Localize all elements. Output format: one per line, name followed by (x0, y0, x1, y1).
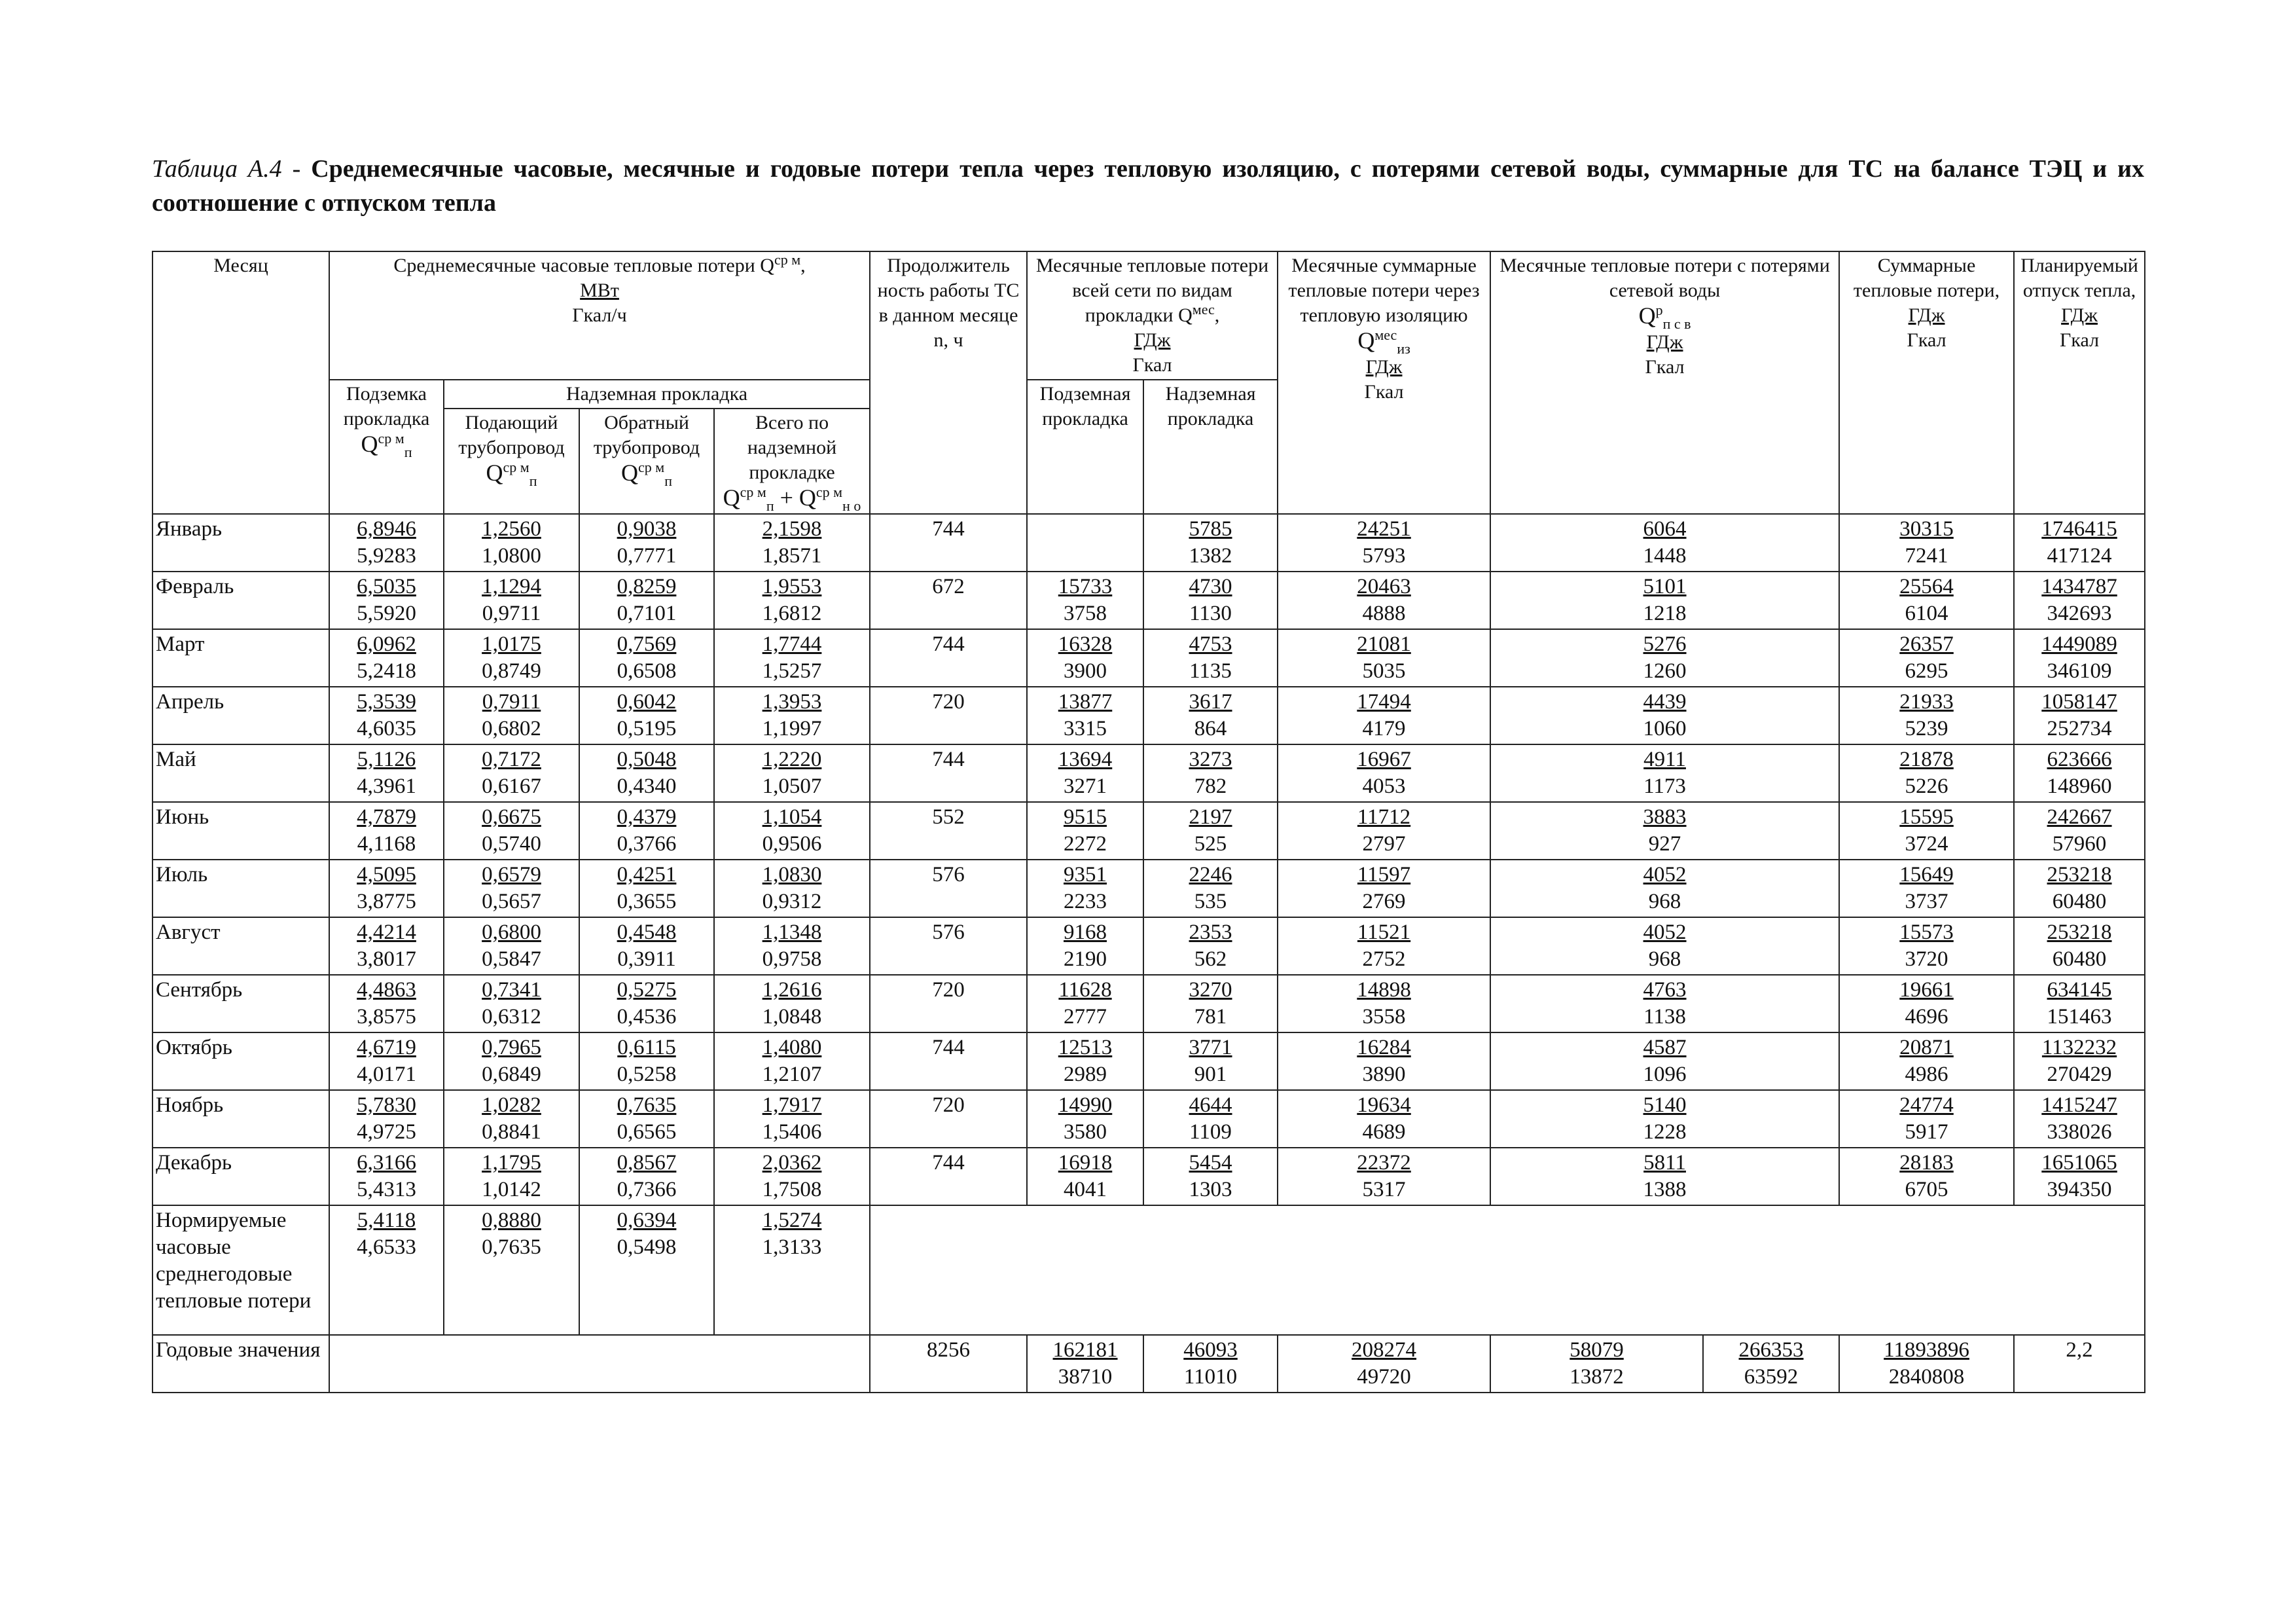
supply-hourly: 1,1294 0,9711 (444, 572, 579, 629)
sum-losses: 266353 63592 (1703, 1335, 1839, 1393)
losses-table (152, 251, 2145, 1393)
monthly-underground: 9515 2272 (1027, 802, 1143, 860)
table-body (152, 514, 2145, 1393)
month-cell: Август (152, 917, 329, 975)
monthly-overground: 2197 525 (1143, 802, 1278, 860)
header-sub-underground: Подземная прокладка (1027, 380, 1143, 514)
header-supply: Подающий трубопровод $Q^{ср м}_п$ (444, 409, 579, 514)
month-cell: Январь (152, 514, 329, 572)
duration-hours: 744 (870, 629, 1027, 687)
sum-losses: 30315 7241 (1839, 514, 2014, 572)
monthly-underground: 162181 38710 (1027, 1335, 1143, 1393)
monthly-underground: 9168 2190 (1027, 917, 1143, 975)
monthly-total: 16967 4053 (1278, 744, 1490, 802)
planned-supply: 1651065 394350 (2014, 1148, 2145, 1205)
monthly-overground: 4730 1130 (1143, 572, 1278, 629)
overground-total-hourly: 2,0362 1,7508 (714, 1148, 870, 1205)
header-duration: Продолжитель ность работы ТС в данном месяце n, ч (870, 251, 1027, 514)
return-hourly: 0,9038 0,7771 (579, 514, 714, 572)
planned-supply: 1132232 270429 (2014, 1032, 2145, 1090)
return-hourly: 0,4548 0,3911 (579, 917, 714, 975)
header-underground: Подземка прокладка $Q^{ср м}_п$ (329, 380, 444, 514)
underground-hourly: 4,6719 4,0171 (329, 1032, 444, 1090)
return-hourly: 0,5275 0,4536 (579, 975, 714, 1032)
monthly-total: 17494 4179 (1278, 687, 1490, 744)
planned-supply: 1746415 417124 (2014, 514, 2145, 572)
monthly-overground: 3273 782 (1143, 744, 1278, 802)
table-row (152, 975, 2145, 1032)
monthly-total: 208274 49720 (1278, 1335, 1490, 1393)
monthly-total: 19634 4689 (1278, 1090, 1490, 1148)
water-losses: 5140 1228 (1490, 1090, 1839, 1148)
header-sum-losses: Суммарные тепловые потери, ГДж Гкал (1839, 251, 2014, 514)
planned-supply: 623666 148960 (2014, 744, 2145, 802)
water-losses: 5101 1218 (1490, 572, 1839, 629)
monthly-overground: 3771 901 (1143, 1032, 1278, 1090)
monthly-total: 24251 5793 (1278, 514, 1490, 572)
header-planned: Планируемый отпуск тепла, ГДж Гкал (2014, 251, 2145, 514)
return-hourly: 0,6115 0,5258 (579, 1032, 714, 1090)
water-losses: 5811 1388 (1490, 1148, 1839, 1205)
header-sub-overground: Надземная прокладка (1143, 380, 1278, 514)
water-losses: 4763 1138 (1490, 975, 1839, 1032)
supply-hourly: 0,6675 0,5740 (444, 802, 579, 860)
table-row (152, 629, 2145, 687)
table-row (152, 572, 2145, 629)
monthly-overground: 3617 864 (1143, 687, 1278, 744)
monthly-total: 22372 5317 (1278, 1148, 1490, 1205)
table-row (152, 1090, 2145, 1148)
caption-title: Среднемесячные часовые, месячные и годовые потери тепла через тепловую изоляцию, с потерями сетевой воды, суммарные для ТС на балансе ТЭЦ и их соотношение с отпуском тепла (152, 155, 2145, 217)
supply-hourly: 0,7911 0,6802 (444, 687, 579, 744)
planned-supply: 1058147 252734 (2014, 687, 2145, 744)
water-losses: 5276 1260 (1490, 629, 1839, 687)
sum-losses: 28183 6705 (1839, 1148, 2014, 1205)
overground-total-hourly: 1,4080 1,2107 (714, 1032, 870, 1090)
water-losses: 4439 1060 (1490, 687, 1839, 744)
header-return: Обратный трубопровод $Q^{ср м}_п$ (579, 409, 714, 514)
monthly-underground: 14990 3580 (1027, 1090, 1143, 1148)
annual-empty (329, 1335, 870, 1393)
sum-losses: 26357 6295 (1839, 629, 2014, 687)
overground-total-hourly: 1,7917 1,5406 (714, 1090, 870, 1148)
underground-hourly: 5,1126 4,3961 (329, 744, 444, 802)
water-losses: 3883 927 (1490, 802, 1839, 860)
duration-hours: 744 (870, 514, 1027, 572)
supply-hourly: 0,6579 0,5657 (444, 860, 579, 917)
monthly-total: 11521 2752 (1278, 917, 1490, 975)
water-losses: 58079 13872 (1490, 1335, 1703, 1393)
header-monthly-net: Месячные тепловые потери всей сети по видам прокладки $Q^{мес}$, ГДж Гкал (1027, 251, 1278, 380)
overground-total-hourly: 1,0830 0,9312 (714, 860, 870, 917)
month-cell: Декабрь (152, 1148, 329, 1205)
supply-hourly: 0,7172 0,6167 (444, 744, 579, 802)
planned-supply: 11893896 2840808 (1839, 1335, 2014, 1393)
water-losses: 4052 968 (1490, 917, 1839, 975)
monthly-total: 11597 2769 (1278, 860, 1490, 917)
supply-hourly: 0,7965 0,6849 (444, 1032, 579, 1090)
underground-hourly: 5,3539 4,6035 (329, 687, 444, 744)
underground-hourly: 4,4863 3,8575 (329, 975, 444, 1032)
underground-hourly: 5,4118 4,6533 (329, 1205, 444, 1335)
table-row (152, 802, 2145, 860)
sum-losses: 19661 4696 (1839, 975, 2014, 1032)
monthly-overground: 4644 1109 (1143, 1090, 1278, 1148)
overground-total-hourly: 1,3953 1,1997 (714, 687, 870, 744)
supply-hourly: 1,1795 1,0142 (444, 1148, 579, 1205)
underground-hourly: 4,4214 3,8017 (329, 917, 444, 975)
duration-hours: 720 (870, 1090, 1027, 1148)
monthly-underground: 16918 4041 (1027, 1148, 1143, 1205)
return-hourly: 0,7635 0,6565 (579, 1090, 714, 1148)
monthly-overground: 5785 1382 (1143, 514, 1278, 572)
duration-hours: 552 (870, 802, 1027, 860)
supply-hourly: 1,2560 1,0800 (444, 514, 579, 572)
normative-row (152, 1205, 2145, 1335)
duration-hours: 744 (870, 1148, 1027, 1205)
return-hourly: 0,7569 0,6508 (579, 629, 714, 687)
duration-hours: 720 (870, 975, 1027, 1032)
duration-hours: 576 (870, 917, 1027, 975)
duration-hours: 744 (870, 744, 1027, 802)
monthly-overground: 46093 11010 (1143, 1335, 1278, 1393)
annual-row (152, 1335, 2145, 1393)
monthly-underground: 15733 3758 (1027, 572, 1143, 629)
planned-supply: 1434787 342693 (2014, 572, 2145, 629)
monthly-overground: 5454 1303 (1143, 1148, 1278, 1205)
underground-hourly: 6,3166 5,4313 (329, 1148, 444, 1205)
normative-empty (870, 1205, 2145, 1335)
sum-losses: 21933 5239 (1839, 687, 2014, 744)
month-cell: Июнь (152, 802, 329, 860)
monthly-underground: 12513 2989 (1027, 1032, 1143, 1090)
table-row (152, 1032, 2145, 1090)
sum-losses: 25564 6104 (1839, 572, 2014, 629)
planned-supply: 1449089 346109 (2014, 629, 2145, 687)
month-cell: Июль (152, 860, 329, 917)
underground-hourly: 4,7879 4,1168 (329, 802, 444, 860)
header-hourly-losses: Среднемесячные часовые тепловые потери $Q^{ср м}$, МВт Гкал/ч (329, 251, 870, 380)
overground-total-hourly: 2,1598 1,8571 (714, 514, 870, 572)
supply-hourly: 1,0175 0,8749 (444, 629, 579, 687)
water-losses: 4587 1096 (1490, 1032, 1839, 1090)
water-losses: 4911 1173 (1490, 744, 1839, 802)
sum-losses: 24774 5917 (1839, 1090, 2014, 1148)
sum-losses: 15573 3720 (1839, 917, 2014, 975)
loss-percent: 2,2 (2014, 1335, 2145, 1393)
underground-hourly: 6,8946 5,9283 (329, 514, 444, 572)
monthly-underground: 9351 2233 (1027, 860, 1143, 917)
monthly-overground: 2246 535 (1143, 860, 1278, 917)
table-row (152, 917, 2145, 975)
sum-losses: 15595 3724 (1839, 802, 2014, 860)
monthly-underground (1027, 514, 1143, 572)
table-caption (152, 152, 2144, 220)
monthly-total: 11712 2797 (1278, 802, 1490, 860)
overground-total-hourly: 1,1348 0,9758 (714, 917, 870, 975)
monthly-total: 16284 3890 (1278, 1032, 1490, 1090)
month-cell: Февраль (152, 572, 329, 629)
overground-total-hourly: 1,5274 1,3133 (714, 1205, 870, 1335)
supply-hourly: 0,8880 0,7635 (444, 1205, 579, 1335)
planned-supply: 1415247 338026 (2014, 1090, 2145, 1148)
underground-hourly: 6,0962 5,2418 (329, 629, 444, 687)
water-losses: 4052 968 (1490, 860, 1839, 917)
duration-hours: 744 (870, 1032, 1027, 1090)
duration-hours: 8256 (870, 1335, 1027, 1393)
underground-hourly: 4,5095 3,8775 (329, 860, 444, 917)
month-cell: Март (152, 629, 329, 687)
return-hourly: 0,4379 0,3766 (579, 802, 714, 860)
supply-hourly: 1,0282 0,8841 (444, 1090, 579, 1148)
sum-losses: 21878 5226 (1839, 744, 2014, 802)
month-cell: Сентябрь (152, 975, 329, 1032)
planned-supply: 242667 57960 (2014, 802, 2145, 860)
sum-losses: 15649 3737 (1839, 860, 2014, 917)
header-water-losses: Месячные тепловые потери с потерями сетевой воды $Q^р_{п с в}$ ГДж Гкал (1490, 251, 1839, 514)
overground-total-hourly: 1,9553 1,6812 (714, 572, 870, 629)
supply-hourly: 0,6800 0,5847 (444, 917, 579, 975)
return-hourly: 0,8259 0,7101 (579, 572, 714, 629)
overground-total-hourly: 1,7744 1,5257 (714, 629, 870, 687)
duration-hours: 672 (870, 572, 1027, 629)
header-monthly-total: Месячные суммарные тепловые потери через тепловую изоляцию $Q^{мес}_{из}$ ГДж Гкал (1278, 251, 1490, 514)
table-row (152, 1148, 2145, 1205)
duration-hours: 720 (870, 687, 1027, 744)
monthly-overground: 4753 1135 (1143, 629, 1278, 687)
monthly-underground: 13877 3315 (1027, 687, 1143, 744)
table-header (152, 251, 2145, 514)
sum-losses: 20871 4986 (1839, 1032, 2014, 1090)
month-cell: Октябрь (152, 1032, 329, 1090)
monthly-total: 20463 4888 (1278, 572, 1490, 629)
overground-total-hourly: 1,2220 1,0507 (714, 744, 870, 802)
monthly-overground: 2353 562 (1143, 917, 1278, 975)
supply-hourly: 0,7341 0,6312 (444, 975, 579, 1032)
header-month: Месяц (152, 251, 329, 514)
return-hourly: 0,5048 0,4340 (579, 744, 714, 802)
monthly-underground: 11628 2777 (1027, 975, 1143, 1032)
caption-prefix: Таблица А.4 - (152, 155, 312, 183)
monthly-underground: 13694 3271 (1027, 744, 1143, 802)
table-row (152, 514, 2145, 572)
duration-hours: 576 (870, 860, 1027, 917)
month-cell: Май (152, 744, 329, 802)
water-losses: 6064 1448 (1490, 514, 1839, 572)
monthly-total: 14898 3558 (1278, 975, 1490, 1032)
monthly-overground: 3270 781 (1143, 975, 1278, 1032)
month-cell: Ноябрь (152, 1090, 329, 1148)
table-row (152, 860, 2145, 917)
return-hourly: 0,6042 0,5195 (579, 687, 714, 744)
header-total-over: Всего по надземной прокладке $Q^{ср м}_п + Q^{ср м}_{н о}$ (714, 409, 870, 514)
month-cell: Апрель (152, 687, 329, 744)
return-hourly: 0,6394 0,5498 (579, 1205, 714, 1335)
header-overground: Надземная прокладка (444, 380, 870, 409)
planned-supply: 253218 60480 (2014, 860, 2145, 917)
monthly-underground: 16328 3900 (1027, 629, 1143, 687)
overground-total-hourly: 1,2616 1,0848 (714, 975, 870, 1032)
monthly-total: 21081 5035 (1278, 629, 1490, 687)
overground-total-hourly: 1,1054 0,9506 (714, 802, 870, 860)
return-hourly: 0,4251 0,3655 (579, 860, 714, 917)
table-row (152, 687, 2145, 744)
annual-label: Годовые значения (152, 1335, 329, 1393)
underground-hourly: 5,7830 4,9725 (329, 1090, 444, 1148)
planned-supply: 253218 60480 (2014, 917, 2145, 975)
normative-label: Нормируемые часовые среднегодовые тепловые потери (152, 1205, 329, 1335)
underground-hourly: 6,5035 5,5920 (329, 572, 444, 629)
return-hourly: 0,8567 0,7366 (579, 1148, 714, 1205)
table-row (152, 744, 2145, 802)
planned-supply: 634145 151463 (2014, 975, 2145, 1032)
